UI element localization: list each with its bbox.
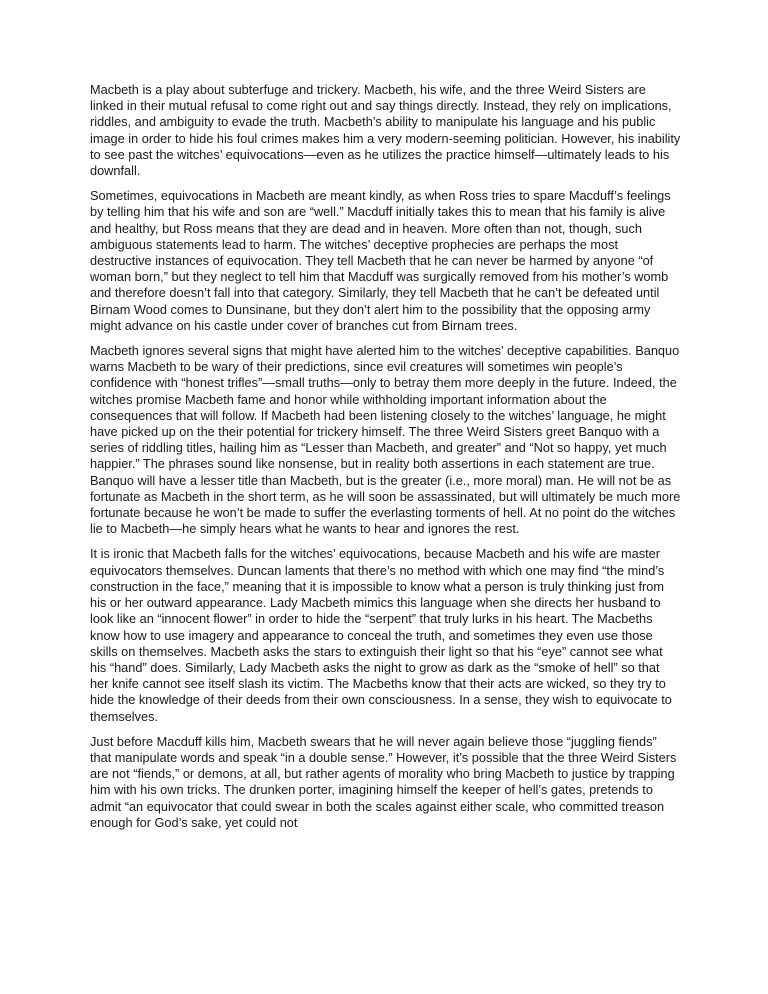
paragraph-5: Just before Macduff kills him, Macbeth swears that he will never again believe those “juggling fiends” that manipulate words and speak “in a double sense.” However, it’s possible that the three Weird Sisters are not “fiends,” or demons, at all, but rather agents of morality who bring Macbeth to justice by trapping him with his own tricks. The drunken porter, imagining himself the keeper of hell’s gates, pretends to admit “an equivocator that could swear in both the scales against either scale, who committed treason enough for God’s sake, yet could not	[90, 733, 677, 830]
paragraph-2: Sometimes, equivocations in Macbeth are meant kindly, as when Ross tries to spare Macduff’s feelings by telling him that his wife and son are “well.” Macduff initially takes this to mean that his family is alive and healthy, but Ross means that they are dead and in heaven. More often than not, though, such ambiguous statements lead to harm. The witches’ deceptive prophecies are perhaps the most destructive instances of equivocation. They tell Macbeth that he can never be harmed by anyone “of woman born,” but they neglect to tell him that Macduff was surgically removed from his mother’s womb and therefore doesn’t fall into that category. Similarly, they tell Macbeth that he can’t be defeated until Birnam Wood comes to Dunsinane, but they don’t alert him to the possibility that the opposing army might advance on his castle under cover of branches cut from Birnam trees.	[90, 188, 671, 333]
paragraph-1: Macbeth is a play about subterfuge and trickery. Macbeth, his wife, and the three Weird Sisters are linked in their mutual refusal to come right out and say things directly. Instead, they rely on implications, riddles, and ambiguity to evade the truth. Macbeth’s ability to manipulate his language and his public image in order to hide his foul crimes makes him a very modern-seeming politician. However, his inability to see past the witches’ equivocations—even as he utilizes the practice himself—ultimately leads to his downfall.	[90, 82, 681, 179]
document-page	[90, 82, 681, 840]
paragraph-3: Macbeth ignores several signs that might have alerted him to the witches’ deceptive capabilities. Banquo warns Macbeth to be wary of their predictions, since evil creatures will sometimes win people’s confidence with “honest trifles”—small truths—only to betray them more deeply in the future. Indeed, the witches promise Macbeth fame and honor while withholding important information about the consequences that will follow. If Macbeth had been listening closely to the witches’ language, he might have picked up on the their potential for trickery himself. The three Weird Sisters greet Banquo with a series of riddling titles, hailing him as “Lesser than Macbeth, and greater” and “Not so happy, yet much happier.” The phrases sound like nonsense, but in reality both assertions in each statement are true. Banquo will have a lesser title than Macbeth, but is the greater (i.e., more moral) man. He will not be as fortunate as Macbeth in the short term, as he will soon be assassinated, but will ultimately be much more fortunate because he won’t be made to suffer the everlasting torments of hell. At no point do the witches lie to Macbeth—he simply hears what he wants to hear and ignores the rest.	[90, 343, 681, 537]
paragraph-4: It is ironic that Macbeth falls for the witches’ equivocations, because Macbeth and his wife are master equivocators themselves. Duncan laments that there’s no method with which one may find “the mind’s construction in the face,” meaning that it is impossible to know what a person is truly thinking just from his or her outward appearance. Lady Macbeth mimics this language when she directs her husband to look like an “innocent flower” in order to hide the “serpent” that truly lurks in his heart. The Macbeths know how to use imagery and appearance to conceal the truth, and sometimes they even use those skills on themselves. Macbeth asks the stars to extinguish their light so that his “eye” cannot see what his “hand” does. Similarly, Lady Macbeth asks the night to grow as dark as the “smoke of hell” so that her knife cannot see itself slash its victim. The Macbeths know that their acts are wicked, so they try to hide the knowledge of their deeds from their own consciousness. In a sense, they wish to equivocate to themselves.	[90, 546, 672, 724]
